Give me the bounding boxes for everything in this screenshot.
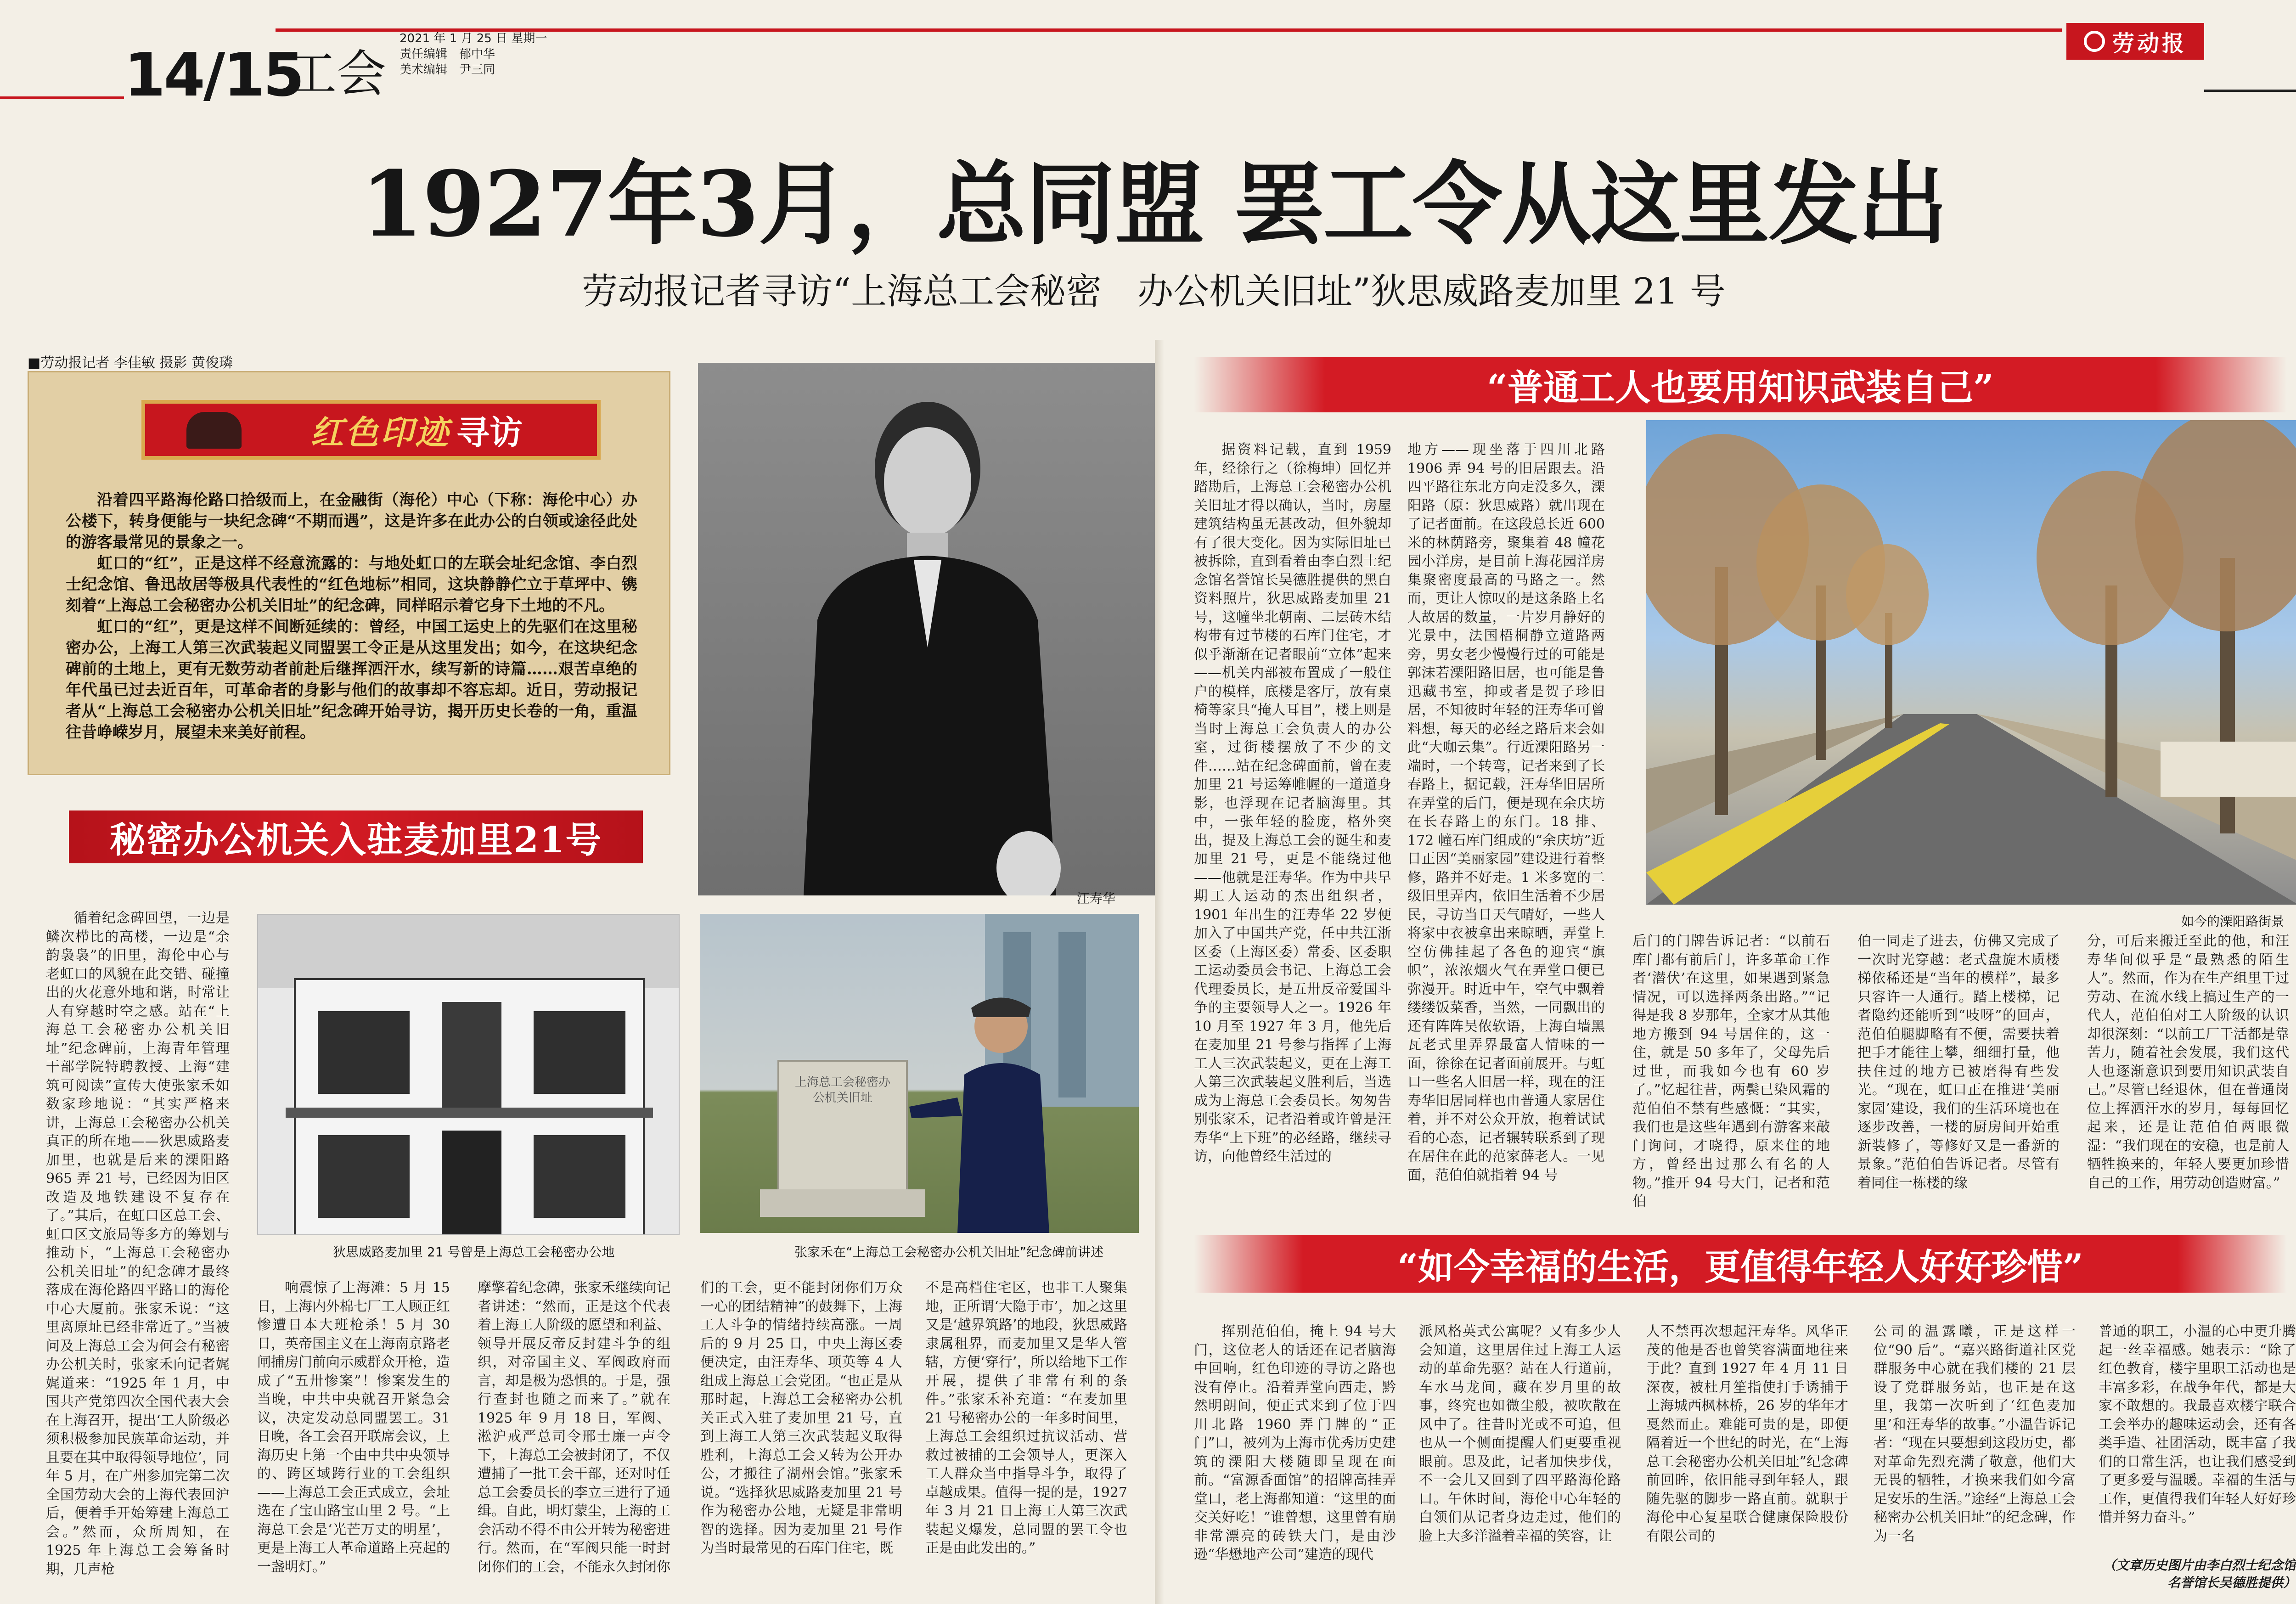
column-text: 公司的温露曦，正是这样一位“90 后”。“嘉兴路街道社区党群服务中心就在我们楼的 21 层设了党群服务站，也正是在这里，我第一次听到了‘红色麦加里’和汪寿华的故事。”小温告诉记者：“现在只要想到这段历史，都对革命先烈充满了敬意，他们大无畏的牺牲，才换来我们如今富足安乐的生活。”途经“上海总工会秘密办公机关旧址”的纪念碑，作为一名 [1874, 1323, 2076, 1544]
column-text: 派风格英式公寓呢？又有多少人会知道，这里居住过上海工人运动的革命先驱？站在人行道前，车水马龙间，藏在岁月里的故事，终究也如微尘般，被吹散在风中了。往昔时光或不可追，但也从一个侧面提醒人们更要重视眼前。思及此，记者加快步伐，不一会儿又回到了四平路海伦路口。午休时间，海伦中心年轻的白领们从记者身边走过，他们的脸上大多洋溢着幸福的笑容，让 [1419, 1323, 1621, 1544]
intro-paragraph: 虹口的“红”，正是这样不经意流露的：与地处虹口的左联会址纪念馆、李白烈士纪念馆、鲁迅故居等极具代表性的“红色地标”相同，这块静静伫立于草坪中、镌刻着“上海总工会秘密办公机关旧址”的纪念碑，同样昭示着它身下土地的不凡。 [66, 554, 637, 615]
article-column-8 [1632, 932, 1830, 1281]
article-column-7 [1407, 441, 1605, 1277]
column-text: 后门的门牌告诉记者：“以前石库门都有前后门，许多革命工作者‘潜伏’在这里，如果遇到紧急情况，可以选择两条出路。”“记得是我 8 岁那年，全家才从其他地方搬到 94 号居住的，这一住，就是 50 多年了，父母先后过世，而我如今也有 60 岁了。”忆起往昔，两鬓已染风霜的范伯伯不禁有些感慨：“其实，我们也是这些年遇到有游客来敲门询问，才晓得，原来住的地方，曾经出过那么有名的人物。”推开 94 号大门，记者和范伯 [1632, 933, 1830, 1210]
column-text: 人不禁再次想起汪寿华。风华正茂的他是否也曾笑容满面地往来于此？直到 1927 年 4 月 11 日深夜，被杜月笙指使打手诱捕于上海城西枫林桥，26 岁的华年才戛然而止。难能可贵的是，即便隔着近一个世纪的时光，在“上海总工会秘密办公机关旧址”纪念碑前回眸，依旧能寻到年轻人，跟随先驱的脚步一路直前。就职于海伦中心复星联合健康保险股份有限公司的 [1646, 1323, 1848, 1544]
article-column-14 [1874, 1323, 2076, 1598]
article-column-1 [46, 909, 230, 1593]
art-editor: 美术编辑 尹三同 [400, 63, 495, 77]
street-photo [1646, 420, 2296, 905]
street-caption: 如今的溧阳路街景 [2181, 914, 2285, 929]
intro-text [66, 490, 637, 743]
masthead-rule-left [0, 96, 124, 99]
intro-paragraph: 沿着四平路海伦路口拾级而上，在金融街（海伦）中心（下称：海伦中心）办公楼下，转身便能与一块纪念碑“不期而遇”，这是许多在此办公的白领或途径此处的游客最常见的景象之一。 [66, 491, 637, 552]
article-column-2 [257, 1279, 450, 1596]
building-caption: 狄思威路麦加里 21 号曾是上海总工会秘密办公地 [333, 1244, 615, 1260]
street-scene [1646, 420, 2296, 905]
subheadline: 劳动报记者寻访“上海总工会秘密 办公机关旧址”狄思威路麦加里 21 号 [582, 271, 1726, 312]
monument-caption: 张家禾在“上海总工会秘密办公机关旧址”纪念碑前讲述 [794, 1244, 1104, 1260]
column-text: 普通的职工，小温的心中更升腾起一丝幸福感。她表示：“除了红色教育，楼宇里职工活动也是丰富多彩，在战争年代，都是大家不敢想的。我最喜欢楼宇联合工会举办的趣味运动会，还有各类手造、社团活动，既丰富了我们的日常生活，也让我们感受到了更多爱与温暖。幸福的生活与工作，更值得我们年轻人好好珍惜并努力奋斗。” [2099, 1323, 2296, 1525]
article-column-12 [1419, 1323, 1621, 1598]
red-trace-banner [141, 400, 601, 460]
section-head-left-text: 秘密办公机关入驻麦加里21号 [109, 819, 602, 861]
column-text: 地方——现坐落于四川北路 1906 弄 94 号的旧居跟去。沿四平路往东北方向走没多久，溧阳路（原：狄思威路）就出现在了记者面前。在这段总长近 600 米的林荫路旁，聚集着 48 幢花园小洋房，是目前上海花园洋房集聚密度最高的马路之一。然而，更让人惊叹的是这条路上名人故居的数量，一片岁月静好的光景中，法国梧桐静立道路两旁，男女老少慢慢行过的可能是郭沫若溧阳路旧居，也可能是鲁迅藏书室，抑或者是贺子珍旧居，不知彼时年轻的汪寿华可曾料想，每天的必经之路后来会如此“大咖云集”。行近溧阳路另一端时，一个转弯，记者来到了长春路上，据记载，汪寿华旧居所在弄堂的后门，便是现在余庆坊在长春路上的东门。18 排、172 幢石库门组成的“余庆坊”近日正因“美丽家园”建设进行着整修，路并不好走。1 米多宽的二级旧里弄内，依旧生活着不少居民，寻访当日天气晴好，一些人将家中衣被拿出来晾晒，弄堂上空仿佛挂起了各色的迎宾“旗帜”，浓浓烟火气在弄堂口便已弥漫开。时近中午，空气中飘着缕缕饭菜香，当然，一同飘出的还有阵阵吴侬软语，上海白墙黑瓦老式里弄界最富人情味的一面，徐徐在记者面前展开。与虹口一些名人旧居一样，现在的汪寿华旧居同样也由普通人家居住着，并不对公众开放，抱着试试看的心态，记者辗转联系到了现在居住在此的范家薛老人。一见面，范伯伯就指着 94 号 [1407, 442, 1605, 1183]
monument-photo [700, 914, 1139, 1233]
column-text: 不是高档住宅区，也非工人聚集地，正所谓‘大隐于市’，加之这里又是‘越界筑路’的地段，狄思威路隶属租界，而麦加里又是华人管辖，方便‘穿行’，所以给地下工作开展，提供了非常有利的条件。”张家禾补充道：“在麦加里 21 号秘密办公的一年多时间里，上海总工会组织过抗议活动、营救过被捕的工会领导人，更深入工人群众当中指导斗争，取得了卓越成果。值得一提的是，1927 年 3 月 21 日上海工人第三次武装起义爆发，总同盟的罢工令也正是由此发出的。” [925, 1280, 1127, 1556]
banner-text-red: 红色印迹 [310, 413, 450, 452]
page-number: 14/15 [124, 40, 303, 110]
building-photo [257, 914, 680, 1235]
building-drawing [258, 915, 680, 1235]
monument-scene [700, 914, 1139, 1233]
column-text: 摩擎着纪念碑，张家禾继续向记者讲述：“然而，正是这个代表着上海工人阶级的愿望和利益、领导开展反帝反封建斗争的组织，对帝国主义、军阀政府而言，却是极为恐惧的。于是，强行查封也随之而来了。”就在 1925 年 9 月 18 日，军阀、淞沪戒严总司令邢士廉一声令下，上海总工会被封闭了，不仅遭捕了一批工会干部，还对时任总工会委员长的李立三进行了通缉。自此，明灯蒙尘，上海的工会活动不得不由公开转为秘密进行。然而，在“军阀只能一时封闭你们的工会，不能永久封闭你 [478, 1280, 670, 1575]
portrait-caption: 汪寿华 [1077, 891, 1116, 906]
headline: 1927年3月，总同盟 罢工令从这里发出 [360, 152, 1947, 257]
article-column-9 [1857, 932, 2060, 1281]
article-column-4 [700, 1279, 902, 1596]
column-text: 挥别范伯伯，掩上 94 号大门，这位老人的话还在记者脑海中回响，红色印迹的寻访之路也没有停止。沿着弄堂向西走，黔然明朗间，便正式来到了位于四川北路 1960 弄门牌的“正门”口，被列为上海市优秀历史建筑的溧阳大楼随即呈现在面前。“富源香面馆”的招牌高挂弄堂口，老上海都知道：“这里的面交关好吃！”谁曾想，这里曾有崩非常漂亮的砖铁大门，是由沙逊“华懋地产公司”建造的现代 [1194, 1323, 1396, 1563]
monument-inscription: 上海总工会秘密办公机关旧址 [794, 1075, 890, 1105]
portrait-photo [698, 363, 1157, 895]
column-text: 们的工会，更不能封闭你们万众一心的团结精神”的鼓舞下，上海工人斗争的情绪持续高涨。一周后的 9 月 25 日，中央上海区委便决定，由汪寿华、项英等 4 人组成上海总工会党团。“也正是从那时起，上海总工会秘密办公机关正式入驻了麦加里 21 号，直到上海工人第三次武装起义取得胜利，上海总工会又转为公开办公，才搬往了湖州会馆。”张家禾说。“选择狄思威路麦加里 21 号作为秘密办公地，无疑是非常明智的选择。因为麦加里 21 号作为当时最常见的石库门住宅，既 [700, 1280, 902, 1556]
section-head-right-bottom-text: “如今幸福的生活，更值得年轻人好好珍惜” [1397, 1246, 2083, 1288]
byline: ■劳动报记者 李佳敏 摄影 黄俊璘 [28, 355, 233, 371]
article-column-10 [2087, 932, 2289, 1281]
column-text: 伯一同走了进去，仿佛又完成了一次时光穿越：老式盘旋木质楼梯依稀还是“当年的模样”，最多只容许一人通行。踏上楼梯，记者隐约还能听到“吱呀”的回声，范伯伯腿脚略有不便，需要扶着把手才能往上攀，细细打量，他扶住过的地方已被磨得有些发光。“现在，虹口正在推进‘美丽家园’建设，我们的生活环境也在逐步改善，一楼的厨房间开始重新装修了，等修好又是一番新的景象。”范伯伯告诉记者。尽管有着同住一栋楼的缘 [1857, 933, 2060, 1191]
banner-figure-icon [186, 412, 242, 449]
article-column-5 [925, 1279, 1127, 1596]
article-column-3 [478, 1279, 670, 1596]
article-column-15 [2099, 1323, 2296, 1554]
column-text: 循着纪念碑回望，一边是鳞次栉比的高楼，一边是“余韵袅袅”的旧里，海伦中心与老虹口的风貌在此交错、碰撞出的火花意外地和谐，时常让人有穿越时空之感。站在“上海总工会秘密办公机关旧址”纪念碑前，上海青年管理干部学院特聘教授、上海“建筑可阅读”宣传大使张家禾如数家珍地说：“其实严格来讲，上海总工会秘密办公机关真正的所在地——狄思威路麦加里，也就是后来的溧阳路 965 弄 21 号，已经因为旧区改造及地铁建设不复存在了。”其后，在虹口区总工会、虹口区文旅局等多方的筹划与推动下，“上海总工会秘密办公机关旧址”的纪念碑才最终落成在海伦路四平路口的海伦中心大厦前。张家禾说：“这里离原址已经非常近了。”当被问及上海总工会为何会有秘密办公机关时，张家禾向记者娓娓道来：“1925 年 1 月，中国共产党第四次全国代表大会在上海召开，提出‘工人阶级必须积极参加民族革命运动，并且要在其中取得领导地位’，同年 5 月，在广州参加完第二次全国劳动大会的上海代表回沪后，便着手开始筹建上海总工会。”然而，众所周知，在 1925 年上海总工会筹备时期，几声枪 [46, 910, 230, 1577]
portrait-figure [698, 363, 1157, 895]
responsible-editor: 责任编辑 郁中华 [400, 47, 495, 61]
section-head-left [69, 810, 643, 863]
intro-paragraph: 虹口的“红”，更是这样不间断延续的：曾经，中国工运史上的先驱们在这里秘密办公，上海工人第三次武装起义同盟罢工令正是从这里发出；如今，在这块纪念碑前的土地上，更有无数劳动者前赴后继挥洒汗水，续写新的诗篇……艰苦卓绝的年代虽已过去近百年，可革命者的身影与他们的故事却不容忘却。近日，劳动报记者从“上海总工会秘密办公机关旧址”纪念碑开始寻访，揭开历史长卷的一角，重温往昔峥嵘岁月，展望未来美好前程。 [66, 618, 637, 742]
section-head-right-top-text: “普通工人也要用知识武装自己” [1487, 367, 1994, 409]
column-text: 响震惊了上海滩：5 月 15 日，上海内外棉七厂工人顾正红惨遭日本大班枪杀！5 月 30 日，英帝国主义在上海南京路老闸捕房门前向示威群众开枪，造成了“五卅惨案”！惨案发生的当晚，中共中央就召开紧急会议，决定发动总同盟罢工。31 日晚，各工会召开联席会议，上海历史上第一个由中共中央领导的、跨区域跨行业的工会组织——上海总工会正式成立，会址选在了宝山路宝山里 2 号。“上海总工会是‘光芒万丈的明星’，更是上海工人革命道路上亮起的一盏明灯。” [257, 1280, 450, 1575]
intro-box [28, 371, 670, 775]
article-column-6 [1194, 441, 1391, 1277]
column-text: 据资料记载，直到 1959 年，经徐行之（徐梅坤）回忆并踏勘后，上海总工会秘密办公机关旧址才得以确认，当时，房屋建筑结构虽无甚改动，但外貌却有了很大变化。因为实际旧址已被拆除，直到看着由李白烈士纪念馆名誉馆长吴德胜提供的黑白资料照片，狄思威路麦加里 21 号，这幢坐北朝南、二层砖木结构带有过节楼的石库门住宅，才似乎渐渐在记者眼前“立体”起来——机关内部被布置成了一般住户的模样，底楼是客厅，放有桌椅等家具“掩人耳目”，楼上则是当时上海总工会负责人的办公室，过街楼摆放了不少的文件……站在纪念碑面前，曾在麦加里 21 号运筹帷幄的一道道身影，也浮现在记者脑海里。其中，一张年轻的脸庞，格外突出，提及上海总工会的诞生和麦加里 21 号，更是不能绕过他——他就是汪寿华。作为中共早期工人运动的杰出组织者，1901 年出生的汪寿华 22 岁便加入了中国共产党，任中共江浙区委（上海区委）常委、区委职工运动委员会书记、上海总工会代理委员长，是五卅反帝爱国斗争的主要领导人之一。1926 年 10 月至 1927 年 3 月，他先后在麦加里 21 号参与指挥了上海工人三次武装起义，更在上海工人第三次武装起义胜利后，当选成为上海总工会委员长。匆匆告别张家禾，记者沿着或许曾是汪寿华“上下班”的必经路，继续寻访，向他曾经生活过的 [1194, 442, 1391, 1165]
article-column-11 [1194, 1323, 1396, 1598]
paper-logo [2066, 23, 2204, 60]
section-name: 工会 [287, 45, 387, 103]
article-column-13 [1646, 1323, 1848, 1598]
paper-logo-icon [2084, 31, 2105, 52]
masthead-rule-right [2204, 90, 2296, 92]
issue-date: 2021 年 1 月 25 日 星期一 [400, 32, 547, 45]
column-text: 分，可后来搬迁至此的他，和汪寿华间似乎是“最熟悉的陌生人”。然而，作为在生产组里干过劳动、在流水线上搞过生产的一代人，范伯伯对工人阶级的认识却很深刻：“以前工厂干活都是靠苦力，随着社会发展，我们这代人也逐渐意识到要用知识武装自己。”尽管已经退休，但在普通岗位上挥洒汗水的岁月，每每回忆起来，还是让范伯伯两眼微湿：“我们现在的安稳，也是前人牺牲换来的，年轻人要更加珍惜自己的工作，用劳动创造财富。” [2087, 933, 2289, 1191]
page-gutter [1155, 340, 1164, 1604]
photo-credit: （文章历史图片由李白烈士纪念馆名誉馆长吴德胜提供） [2103, 1558, 2296, 1590]
paper-logo-text: 劳动报 [2112, 30, 2187, 56]
section-head-right-bottom [1194, 1235, 2287, 1293]
banner-text-dark: 寻访 [456, 413, 523, 452]
section-head-right-top [1194, 357, 2287, 412]
